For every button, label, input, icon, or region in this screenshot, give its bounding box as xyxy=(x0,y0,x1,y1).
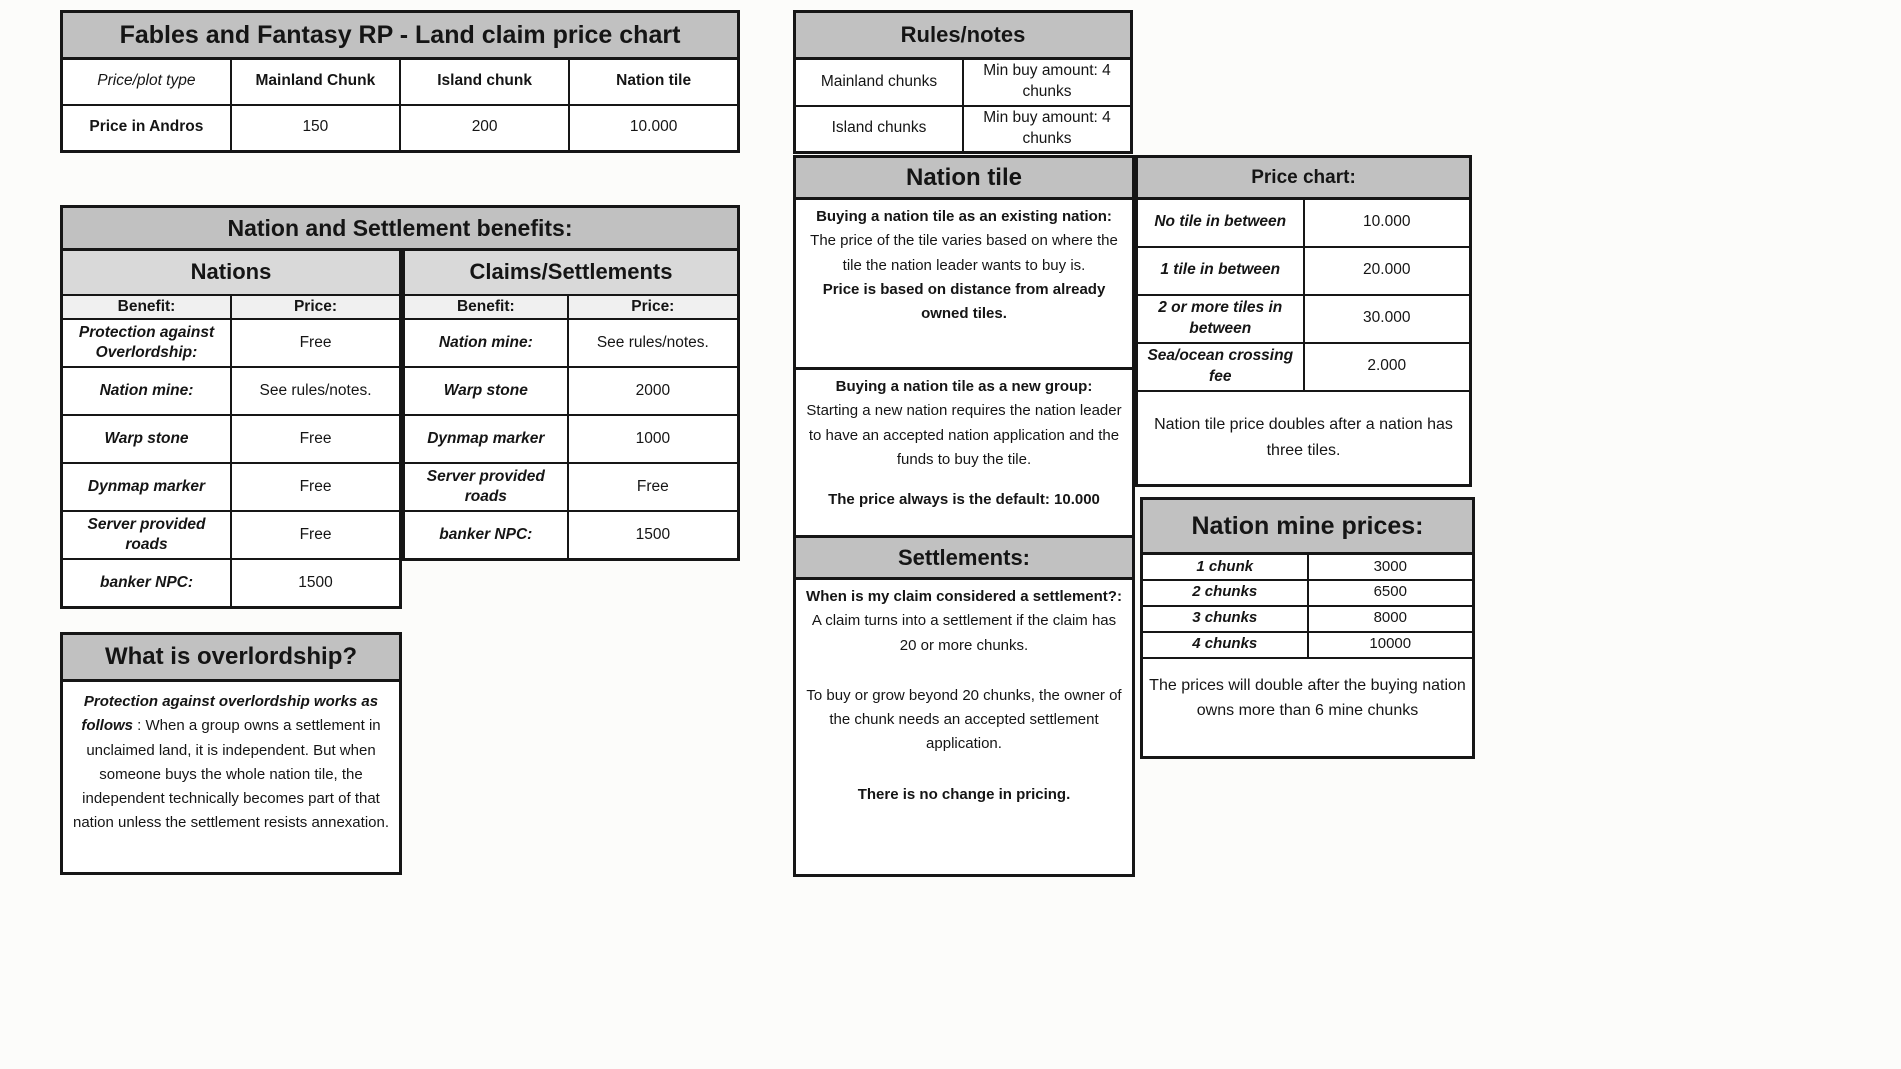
nation-mine-table xyxy=(1140,552,1475,759)
distance-price: 20.000 xyxy=(1304,247,1471,295)
nation-mine-note: The prices will double after the buying nation owns more than 6 mine chunks xyxy=(1142,658,1474,758)
mine-chunks-price: 10000 xyxy=(1308,632,1474,658)
table-row xyxy=(404,250,739,295)
table-row xyxy=(1137,199,1471,247)
mine-chunks-label: 1 chunk xyxy=(1142,554,1308,580)
benefit-col-header: Benefit: xyxy=(62,295,232,320)
table-row xyxy=(62,559,401,607)
mine-chunks-label: 4 chunks xyxy=(1142,632,1308,658)
table-row xyxy=(62,319,401,367)
settlements-text-cell xyxy=(793,577,1135,877)
table-row xyxy=(1142,554,1474,580)
table-row xyxy=(62,511,401,559)
table-row xyxy=(1137,343,1471,391)
price-cell: Free xyxy=(231,319,401,367)
distance-label: Sea/ocean crossing fee xyxy=(1137,343,1304,391)
settlements-emphasis: There is no change in pricing. xyxy=(857,785,1071,803)
mine-chunks-label: 2 chunks xyxy=(1142,580,1308,606)
price-mainland-chunk: 150 xyxy=(231,105,400,152)
settlements-heading: When is my claim considered a settlement?: xyxy=(806,588,1122,605)
table-row xyxy=(404,463,739,511)
table-row xyxy=(1137,391,1471,486)
distance-label: No tile in between xyxy=(1137,199,1304,247)
price-cell: See rules/notes. xyxy=(231,367,401,415)
benefits-columns xyxy=(60,248,740,609)
nations-group-header: Nations xyxy=(62,250,401,295)
land-claim-panel xyxy=(60,10,740,153)
mine-chunks-price: 6500 xyxy=(1308,580,1474,606)
table-row xyxy=(1142,632,1474,658)
price-col-header: Price: xyxy=(231,295,401,320)
col-header-mainland-chunk: Mainland Chunk xyxy=(231,59,400,105)
price-cell: Free xyxy=(231,511,401,559)
table-row xyxy=(62,415,401,463)
benefit-cell: banker NPC: xyxy=(404,511,568,559)
benefits-title: Nation and Settlement benefits: xyxy=(60,205,740,251)
table-row xyxy=(795,59,1132,106)
benefit-cell: Server provided roads xyxy=(404,463,568,511)
table-row xyxy=(404,415,739,463)
rules-notes-table xyxy=(793,57,1133,154)
benefit-cell: Protection against Overlordship: xyxy=(62,319,232,367)
col-header-nation-tile: Nation tile xyxy=(569,59,738,105)
existing-nation-heading: Buying a nation tile as an existing nation: xyxy=(816,208,1112,225)
distance-price: 30.000 xyxy=(1304,295,1471,343)
nation-tile-new-group-cell xyxy=(793,367,1135,538)
price-island-chunk: 200 xyxy=(400,105,569,152)
mine-chunks-price: 3000 xyxy=(1308,554,1474,580)
price-nation-tile: 10.000 xyxy=(569,105,738,152)
mine-chunks-label: 3 chunks xyxy=(1142,606,1308,632)
price-chart-panel xyxy=(1135,155,1472,487)
table-row xyxy=(62,295,401,320)
benefits-panel xyxy=(60,205,740,609)
distance-price: 10.000 xyxy=(1304,199,1471,247)
land-claim-price-row xyxy=(62,105,739,152)
benefit-cell: Warp stone xyxy=(62,415,232,463)
price-chart-table xyxy=(1135,197,1472,487)
benefit-cell: Server provided roads xyxy=(62,511,232,559)
table-row xyxy=(1142,580,1474,606)
benefit-cell: Warp stone xyxy=(404,367,568,415)
table-row xyxy=(404,367,739,415)
benefit-col-header: Benefit: xyxy=(404,295,568,320)
new-group-heading: Buying a nation tile as a new group: xyxy=(835,378,1093,395)
benefit-cell: Dynmap marker xyxy=(62,463,232,511)
price-cell: 1500 xyxy=(568,511,739,559)
table-row xyxy=(1137,247,1471,295)
distance-price: 2.000 xyxy=(1304,343,1471,391)
settlements-para1: A claim turns into a settlement if the claim has 20 or more chunks. xyxy=(811,612,1117,654)
overlordship-text xyxy=(60,679,402,875)
row-label-price-in-andros: Price in Andros xyxy=(62,105,231,152)
land-claim-title: Fables and Fantasy RP - Land claim price chart xyxy=(60,10,740,60)
nation-tile-title: Nation tile xyxy=(793,155,1135,200)
table-row xyxy=(1142,606,1474,632)
price-cell: See rules/notes. xyxy=(568,319,739,367)
col-header-island-chunk: Island chunk xyxy=(400,59,569,105)
claims-group-header: Claims/Settlements xyxy=(404,250,739,295)
price-cell: 2000 xyxy=(568,367,739,415)
existing-nation-emphasis: Price is based on distance from already owned tiles. xyxy=(822,280,1106,323)
overlordship-body: : When a group owns a settlement in unclaimed land, it is independent. But when someone buys the whole nation tile, the independent technically becomes part of that nation unless the settlement resists annexation. xyxy=(72,717,390,832)
settlements-para2: To buy or grow beyond 20 chunks, the owner of the chunk needs an accepted settlement application. xyxy=(806,686,1122,753)
table-row xyxy=(1142,658,1474,758)
table-row xyxy=(404,295,739,320)
distance-label: 2 or more tiles in between xyxy=(1137,295,1304,343)
col-header-price-plot-type: Price/plot type xyxy=(62,59,231,105)
price-cell: 1000 xyxy=(568,415,739,463)
price-cell: Free xyxy=(231,415,401,463)
overlordship-title: What is overlordship? xyxy=(60,632,402,682)
price-cell: Free xyxy=(568,463,739,511)
overlordship-panel xyxy=(60,632,402,875)
nation-tile-panel xyxy=(793,155,1135,877)
land-claim-table xyxy=(60,57,740,153)
table-row xyxy=(404,319,739,367)
settlements-title: Settlements: xyxy=(793,535,1135,580)
land-claim-header-row xyxy=(62,59,739,105)
table-row xyxy=(62,367,401,415)
benefit-cell: banker NPC: xyxy=(62,559,232,607)
nations-benefits-table xyxy=(60,248,402,609)
mine-chunks-price: 8000 xyxy=(1308,606,1474,632)
benefit-cell: Nation mine: xyxy=(62,367,232,415)
price-col-header: Price: xyxy=(568,295,739,320)
benefit-cell: Dynmap marker xyxy=(404,415,568,463)
price-cell: 1500 xyxy=(231,559,401,607)
distance-label: 1 tile in between xyxy=(1137,247,1304,295)
new-group-body: Starting a new nation requires the nation leader to have an accepted nation application and the funds to buy the tile. xyxy=(806,402,1122,468)
rules-notes-title: Rules/notes xyxy=(793,10,1133,60)
rules-notes-panel xyxy=(793,10,1133,154)
table-row xyxy=(62,463,401,511)
benefit-cell: Nation mine: xyxy=(404,319,568,367)
table-row xyxy=(62,250,401,295)
table-row xyxy=(1137,295,1471,343)
new-group-emphasis: The price always is the default: 10.000 xyxy=(828,491,1100,509)
nation-mine-title: Nation mine prices: xyxy=(1140,497,1475,555)
rule-value: Min buy amount: 4 chunks xyxy=(963,106,1132,153)
nation-tile-existing-cell xyxy=(793,197,1135,370)
existing-nation-body: The price of the tile varies based on where the tile the nation leader wants to buy is. xyxy=(810,232,1118,274)
price-cell: Free xyxy=(231,463,401,511)
table-row xyxy=(404,511,739,559)
price-chart-title: Price chart: xyxy=(1135,155,1472,200)
rule-label: Island chunks xyxy=(795,106,964,153)
price-chart-note: Nation tile price doubles after a nation has three tiles. xyxy=(1137,391,1471,486)
claims-benefits-table xyxy=(402,248,740,561)
rule-value: Min buy amount: 4 chunks xyxy=(963,59,1132,106)
table-row xyxy=(795,106,1132,153)
nation-mine-panel xyxy=(1140,497,1475,759)
overlordship-lead: Protection against overlordship works as follows xyxy=(81,693,379,735)
rule-label: Mainland chunks xyxy=(795,59,964,106)
